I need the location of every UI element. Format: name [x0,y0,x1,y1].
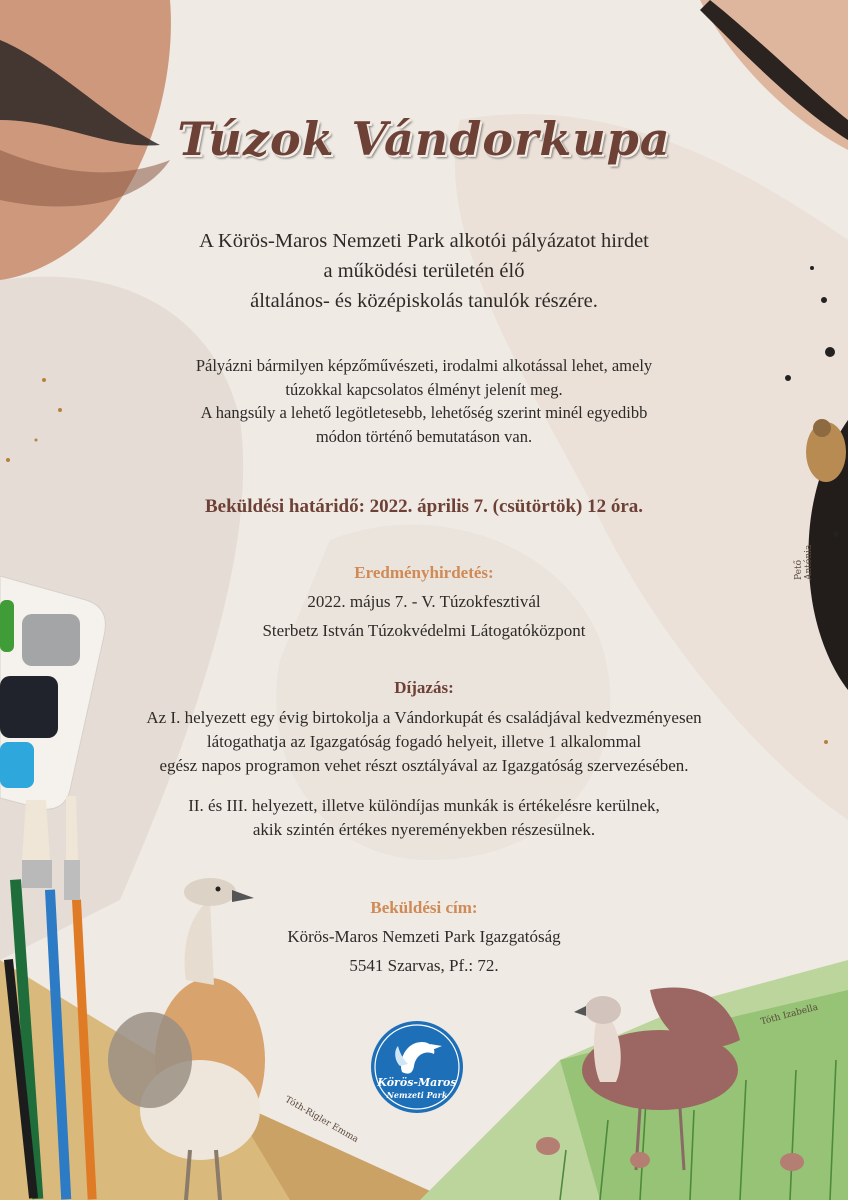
park-logo [370,1020,464,1114]
intro-line: általános- és középiskolás tanulók részére. [250,290,598,312]
prizes-section [60,676,788,842]
prize-first [60,706,788,778]
description-line: A hangsúly a lehető legötletesebb, lehetőség szerint minél egyedibb [200,403,648,422]
artist-credit: Tóth-Rigler Emma [283,1094,360,1146]
artist-credit: Tóth Izabella [759,1002,820,1028]
address-line: Körös-Maros Nemzeti Park Igazgatóság [287,927,561,946]
intro-line: a működési területén élő [323,260,525,282]
prize-line: II. és III. helyezett, illetve különdíjas munkák is értékelésre kerülnek, [188,796,660,815]
address-heading: Beküldési cím: [370,898,478,917]
prize-line: Az I. helyezett egy évig birtokolja a Vándorkupát és családjával kedvezményesen [146,708,702,727]
address-section [60,893,788,980]
prizes-heading: Díjazás: [394,678,454,697]
prize-line: egész napos programon vehet részt osztályával az Igazgatóság szervezésében. [159,756,689,775]
results-section [60,558,788,645]
results-line: Sterbetz István Túzokvédelmi Látogatóközpont [262,621,586,640]
prize-line: látogathatja az Igazgatóság fogadó helyeit, illetve 1 alkalommal [206,732,642,751]
logo-text-line2: Nemzeti Park [386,1090,448,1100]
description-line: Pályázni bármilyen képzőművészeti, irodalmi alkotással lehet, amely [195,356,653,375]
prize-others [60,794,788,842]
description-line: módon történő bemutatáson van. [315,426,533,446]
intro-text [60,226,788,316]
description-line: túzokkal kapcsolatos élményt jelenít meg. [285,379,563,399]
prize-line: akik szintén értékes nyereményekben részesülnek. [252,820,596,839]
artist-credit: Pető Antónia [794,544,814,580]
deadline-text: Beküldési határidő: 2022. április 7. (csütörtök) 12 óra. [204,496,644,517]
results-line: 2022. május 7. - V. Túzokfesztivál [307,592,541,611]
intro-line: A Körös-Maros Nemzeti Park alkotói pályázatot hirdet [199,230,649,252]
poster-title: Túzok Vándorkupa [177,112,671,166]
logo-text-line1: Körös-Maros [377,1076,457,1089]
description-text [60,354,788,448]
address-line: 5541 Szarvas, Pf.: 72. [349,956,499,975]
results-heading: Eredményhirdetés: [354,563,494,582]
